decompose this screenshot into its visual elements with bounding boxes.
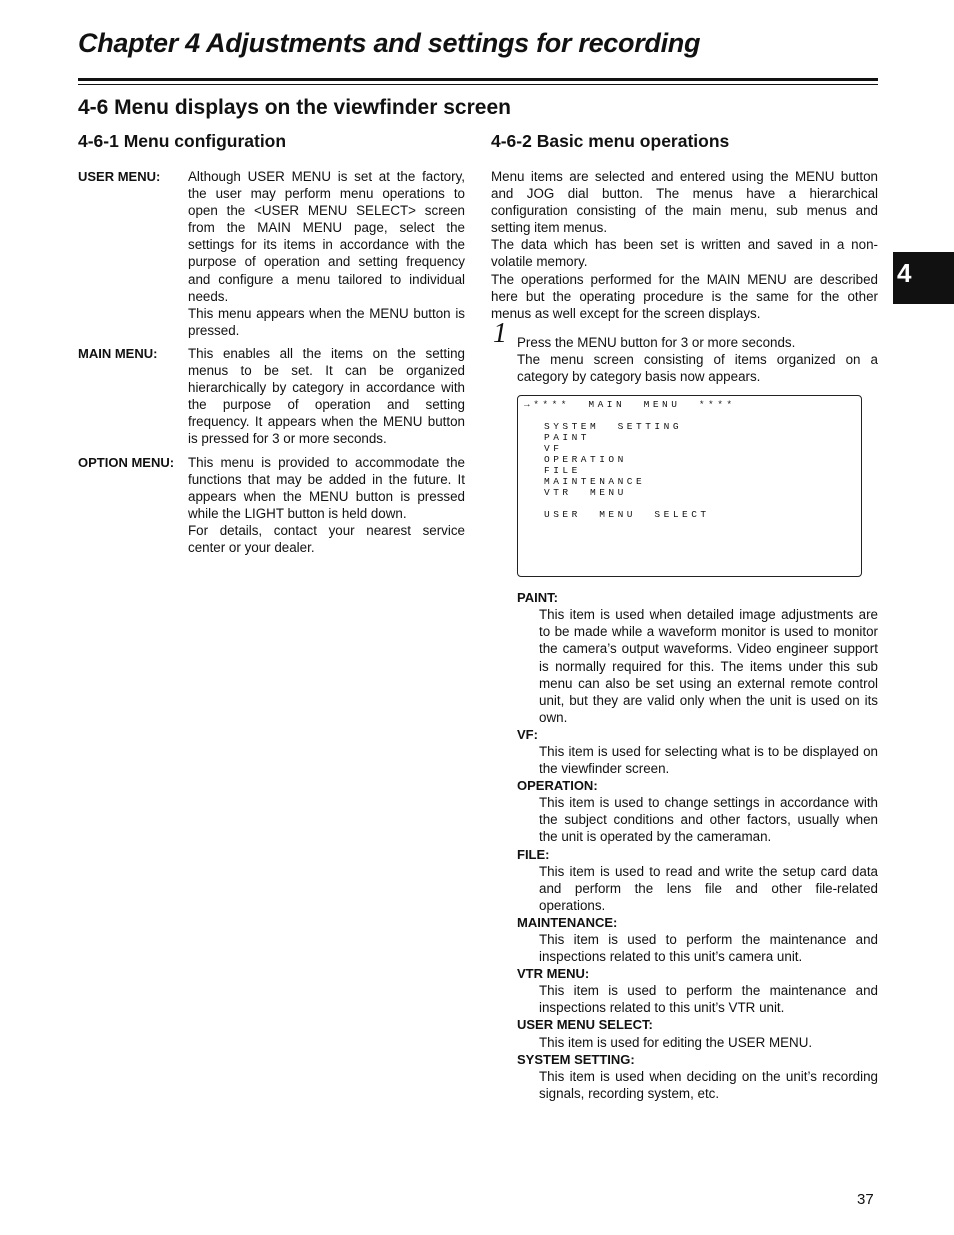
header-rule-thin — [78, 84, 878, 85]
menu-screen-item: VTR MENU — [544, 487, 627, 499]
basic-menu-operations-column — [491, 168, 878, 1102]
item-description: This item is used to change settings in accordance with the subject conditions and other factors, usually when the unit is operated by the cameraman. — [539, 795, 878, 845]
step-result: The menu screen consisting of items organized on a category by category basis now appears. — [517, 351, 878, 385]
definition-main-menu — [78, 345, 465, 448]
step-instruction: Press the MENU button for 3 or more seconds. — [517, 334, 796, 350]
item-term-user-menu-select: USER MENU SELECT: — [517, 1017, 653, 1033]
definition-user-menu — [78, 168, 465, 339]
definition-term: MAIN MENU: — [78, 345, 158, 361]
item-term-operation: OPERATION: — [517, 778, 598, 794]
item-term-vf: VF: — [517, 726, 538, 742]
page-number: 37 — [857, 1191, 874, 1208]
menu-screen-item: FILE — [544, 465, 581, 477]
item-term-system-setting: SYSTEM SETTING: — [517, 1051, 635, 1067]
definition-text: This menu is provided to accommodate the functions that may be added in the future. It appears when the MENU button is pressed while the LIGHT button is held down. — [188, 454, 465, 521]
item-description: This item is used for editing the USER MENU. — [539, 1034, 813, 1050]
item-description: This item is used to perform the maintenance and inspections related to this unit’s VTR unit. — [539, 983, 878, 1016]
subsection-title-menu-configuration: 4-6-1 Menu configuration — [78, 131, 287, 151]
item-description: This item is used when deciding on the unit’s recording signals, recording system, etc. — [539, 1068, 878, 1101]
item-description: This item is used when detailed image adjustments are to be made while a waveform monitor is used to monitor the camera’s output waveforms. Video engineer support is normally required for this. The items under this sub menu can also be set using an external remote control unit, but they are valid only when the unit is used on its own. — [539, 607, 878, 725]
menu-configuration-column — [78, 168, 465, 562]
step-1 — [491, 317, 878, 385]
item-description: This item is used for selecting what is to be displayed on the viewfinder screen. — [539, 743, 878, 777]
menu-item-descriptions — [491, 589, 878, 1102]
step-number: 1 — [493, 317, 507, 349]
menu-screen-item: PAINT — [544, 432, 591, 444]
intro-paragraph: The data which has been set is written and saved in a non-volatile memory. — [491, 237, 878, 270]
definition-option-menu — [78, 454, 465, 557]
header-rule — [78, 78, 878, 81]
definition-text: This menu appears when the MENU button is pressed. — [188, 305, 465, 338]
subsection-title-basic-menu-operations: 4-6-2 Basic menu operations — [491, 131, 730, 151]
menu-screen-item: SYSTEM SETTING — [544, 421, 683, 433]
item-term-paint: PAINT: — [517, 590, 558, 606]
item-description: This item is used to perform the maintenance and inspections related to this unit’s camera unit. — [539, 932, 878, 965]
chapter-tab — [893, 252, 954, 304]
chapter-title: Chapter 4 Adjustments and settings for recording — [78, 28, 701, 58]
intro-paragraph: The operations performed for the MAIN MENU are described here but the operating procedure is the same for the other menus as well except for the screen displays. — [491, 271, 878, 321]
definition-text: For details, contact your nearest service center or your dealer. — [188, 522, 465, 555]
section-title: 4-6 Menu displays on the viewfinder screen — [78, 96, 511, 119]
definition-text: This enables all the items on the setting menus to be set. It can be organized hierarchically by category in accordance with the purpose of operation and setting frequency. It appears when the MENU button is pressed for 3 or more seconds. — [188, 345, 465, 447]
menu-screen-item: VF — [544, 443, 563, 455]
item-description: This item is used to read and write the setup card data and perform the lens file and other file-related operations. — [539, 863, 878, 913]
item-term-maintenance: MAINTENANCE: — [517, 914, 618, 930]
menu-screen-header: →**** MAIN MENU **** — [524, 399, 736, 411]
definition-term: OPTION MENU: — [78, 454, 175, 470]
chapter-tab-label: 4 — [897, 258, 912, 288]
item-term-file: FILE: — [517, 846, 550, 862]
intro-paragraph: Menu items are selected and entered using the MENU button and JOG dial button. The menus have a hierarchical configuration consisting of the main menu, sub menus and setting item menus. — [491, 169, 878, 236]
menu-screen-item: MAINTENANCE — [544, 476, 646, 488]
item-term-vtr-menu: VTR MENU: — [517, 966, 590, 982]
definition-term: USER MENU: — [78, 169, 161, 184]
definition-text: Although USER MENU is set at the factory, the user may perform menu operations to open the <USER MENU SELECT> screen from the MAIN MENU page, select the settings for its items in accordance with the purpose of operation and setting frequency and configure a menu tailored to individual needs. — [188, 169, 465, 304]
menu-screen-footer: USER MENU SELECT — [544, 509, 710, 521]
main-menu-screen-illustration — [517, 395, 862, 577]
menu-screen-item: OPERATION — [544, 454, 627, 466]
